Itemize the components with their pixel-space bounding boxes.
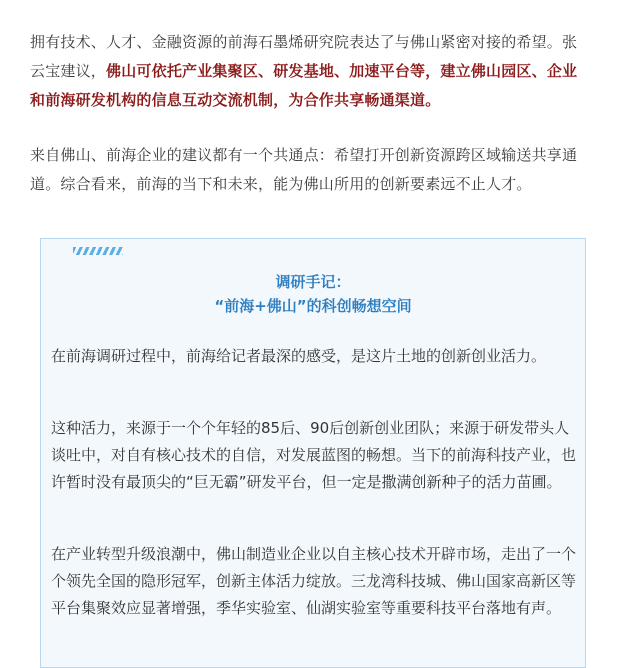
card-subtitle: “前海+佛山”的科创畅想空间 [214,297,412,315]
card-paragraph-3: 在产业转型升级浪潮中，佛山制造业企业以自主核心技术开辟市场，走出了一个个领先全国的隐形冠军，创新主体活力绽放。三龙湾科技城、佛山国家高新区等平台集聚效应显著增强，季华实验室、仙湖实验室等重要科技平台落地有声。 [51,545,577,617]
intro-paragraph-2: 来自佛山、前海企业的建议都有一个共通点：希望打开创新资源跨区域输送共享通道。综合看来，前海的当下和未来，能为佛山所用的创新要素远不止人才。 [30,146,578,193]
card-paragraph-2: 这种活力，来源于一个个年轻的85后、90后创新创业团队；来源于研发带头人谈吐中，对自有核心技术的自信，对发展蓝图的畅想。当下的前海科技产业，也许暂时没有最顶尖的“巨无霸”研发平台，但一定是撒满创新种子的活力苗圃。 [51,419,577,491]
decorative-stripes [73,247,123,255]
research-notes-card [40,238,586,668]
highlighted-suggestion: 佛山可依托产业集聚区、研发基地、加速平台等，建立佛山园区、企业和前海研发机构的信息互动交流机制，为合作共享畅通渠道。 [30,62,578,109]
intro-text: 拥有技术、人才、金融资源的前海石墨烯研究院表达了与佛山紧密对接的希望。张云宝建议， [30,33,578,80]
card-paragraph-1: 在前海调研过程中，前海给记者最深的感受，是这片土地的创新创业活力。 [51,347,547,365]
card-title: 调研手记： [275,273,351,291]
intro-paragraph-1 [30,28,590,115]
